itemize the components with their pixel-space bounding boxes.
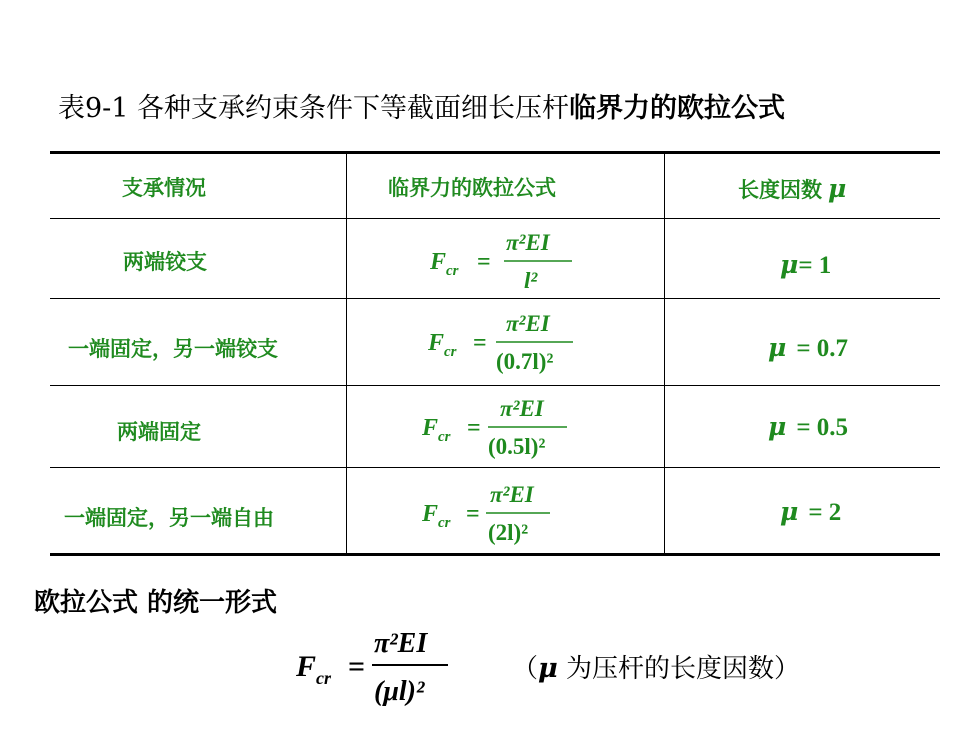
- formula-numerator: π²EI: [506, 311, 550, 336]
- note-mu-symbol: μ: [538, 653, 558, 684]
- header-length-factor: [738, 174, 846, 204]
- row-condition: 两端铰支: [123, 250, 207, 274]
- mu-note: [512, 648, 800, 685]
- row-mu-value: [768, 333, 848, 363]
- formula-lhs: F: [422, 415, 439, 441]
- formula-denominator: (0.7l)²: [496, 349, 554, 374]
- row-condition: 两端固定: [117, 420, 201, 444]
- formula-subscript: cr: [444, 344, 457, 360]
- row-mu-value: [780, 497, 841, 527]
- row-mu-value: [780, 250, 831, 280]
- header-mu-symbol: μ: [828, 174, 847, 203]
- formula-numerator: π²EI: [506, 230, 550, 255]
- euler-formula-graphic: [422, 476, 602, 546]
- table-title-part2: 临界力的欧拉公式: [569, 93, 786, 124]
- table-col-divider: [346, 154, 347, 554]
- unified-formula: [296, 622, 496, 712]
- formula-subscript: cr: [446, 263, 459, 279]
- mu-value-text: = 1: [798, 252, 832, 279]
- row-formula: [422, 390, 602, 460]
- row-formula: [428, 305, 608, 375]
- header-euler-formula: 临界力的欧拉公式: [388, 176, 556, 200]
- formula-equals: =: [467, 415, 481, 441]
- unified-formula-graphic: [296, 622, 496, 712]
- note-text: 为压杆的长度因数）: [557, 654, 801, 684]
- formula-numerator: π²EI: [500, 396, 544, 421]
- formula-subscript: cr: [316, 668, 331, 688]
- table-row-divider: [50, 218, 940, 219]
- formula-lhs: F: [422, 501, 439, 527]
- table-title: [58, 86, 785, 125]
- note-paren-open: （: [512, 654, 539, 684]
- mu-symbol: μ: [768, 333, 787, 362]
- row-formula: [422, 476, 602, 546]
- table-row-divider: [50, 385, 940, 386]
- formula-equals: =: [348, 650, 366, 683]
- table-top-rule: [50, 151, 940, 154]
- formula-subscript: cr: [438, 429, 451, 445]
- formula-equals: =: [477, 249, 491, 275]
- table-col-divider: [664, 154, 665, 554]
- table-title-part1: 表9-1 各种支承约束条件下等截面细长压杆: [58, 93, 570, 124]
- formula-denominator: (μl)²: [374, 676, 425, 707]
- formula-equals: =: [466, 501, 480, 527]
- header-support-condition: 支承情况: [122, 176, 206, 200]
- formula-lhs: F: [430, 249, 447, 275]
- unified-form-heading: 欧拉公式 的统一形式: [34, 588, 278, 618]
- row-mu-value: [768, 412, 848, 442]
- formula-numerator: π²EI: [374, 628, 428, 659]
- row-formula: [430, 224, 610, 294]
- row-condition: 一端固定，另一端铰支: [68, 337, 278, 361]
- formula-lhs: F: [428, 330, 445, 356]
- header-length-factor-label: 长度因数: [738, 178, 822, 202]
- formula-denominator: (0.5l)²: [488, 434, 546, 459]
- mu-symbol: μ: [780, 250, 799, 279]
- formula-denominator: (2l)²: [488, 520, 529, 545]
- mu-symbol: μ: [780, 497, 799, 526]
- table-row-divider: [50, 298, 940, 299]
- mu-value-text: = 0.7: [796, 335, 849, 362]
- row-condition: 一端固定，另一端自由: [64, 506, 274, 530]
- euler-formula-graphic: [422, 390, 602, 460]
- euler-formula-graphic: [430, 224, 610, 294]
- table-row-divider: [50, 467, 940, 468]
- table-bottom-rule: [50, 553, 940, 556]
- formula-numerator: π²EI: [490, 482, 534, 507]
- formula-denominator: l²: [524, 268, 538, 293]
- mu-value-text: = 0.5: [796, 414, 849, 441]
- formula-lhs: F: [296, 650, 317, 683]
- euler-formula-graphic: [428, 305, 608, 375]
- mu-symbol: μ: [768, 412, 787, 441]
- mu-value-text: = 2: [808, 499, 842, 526]
- formula-subscript: cr: [438, 515, 451, 531]
- formula-equals: =: [473, 330, 487, 356]
